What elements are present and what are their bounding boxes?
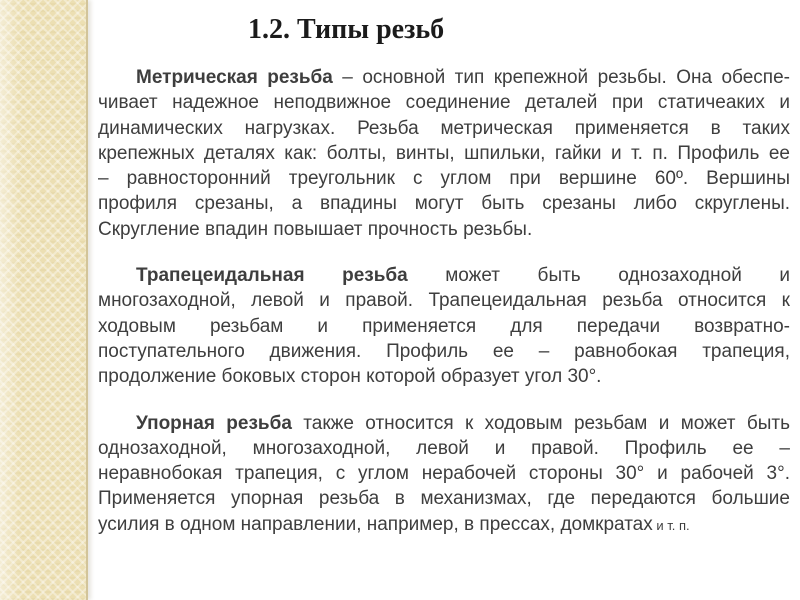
text-line	[98, 166, 790, 191]
text-segment: может быть однозаходной и	[407, 265, 790, 287]
text-segment: и т. п.	[652, 517, 690, 533]
text-segment: Скругление впадин повышает прочность резьбы.	[98, 218, 533, 240]
text-segment: ходовым резьбам и применяется для передачи возвратно-	[98, 315, 790, 337]
text-line	[98, 217, 790, 242]
text-line	[98, 263, 790, 288]
paragraph-lead-bold: Метрическая резьба	[136, 67, 333, 88]
text-line	[98, 411, 790, 436]
paragraph-buttress-thread	[98, 411, 790, 538]
text-segment: неравнобокая трапеция, с углом нерабочей стороны 30° и рабочей 3°.	[98, 463, 790, 485]
text-line	[98, 364, 790, 389]
text-line	[98, 461, 790, 486]
text-segment: также относится к ходовым резьбам и может быть	[291, 412, 791, 434]
text-segment: – равносторонний треугольник с углом при вершине 60º. Вершины	[98, 168, 790, 190]
left-border-stripe	[0, 0, 88, 600]
text-segment: чивает надежное неподвижное соединение деталей при статичеаких и	[98, 92, 790, 114]
text-segment: продолжение боковых сторон которой образует угол 30°.	[98, 366, 602, 388]
body-text	[98, 65, 790, 538]
text-segment: – основной тип крепежной резьбы. Она обеспе-	[332, 67, 790, 88]
text-segment: Применяется упорная резьба в механизмах, где передаются большие	[98, 488, 790, 510]
text-line	[98, 339, 790, 364]
slide-content	[90, 0, 800, 600]
text-line	[98, 288, 790, 313]
text-segment: усилия в одном направлении, например, в прессах, домкратах	[98, 513, 653, 535]
paragraph-metric-thread	[98, 65, 790, 242]
text-segment: профиля срезаны, а впадины могут быть срезаны либо скруглены.	[98, 193, 790, 215]
text-line	[98, 191, 790, 216]
text-line	[98, 141, 790, 166]
text-line	[98, 314, 790, 339]
slide-title: 1.2. Типы резьб	[248, 14, 445, 45]
text-line	[98, 90, 790, 115]
paragraph-lead-bold: Трапецеидальная резьба	[136, 265, 408, 287]
paragraph-lead-bold: Упорная резьба	[136, 412, 292, 434]
text-segment: крепежных деталях как: болты, винты, шпильки, гайки и т. п. Профиль ее	[98, 142, 790, 164]
text-line	[98, 65, 790, 90]
paragraph-trapezoidal-thread	[98, 263, 790, 389]
text-segment: динамических нагрузках. Резьба метрическая применяется в таких	[98, 117, 790, 139]
text-segment: поступательного движения. Профиль ее – равнобокая трапеция,	[98, 340, 790, 362]
text-line	[98, 436, 790, 461]
text-segment: многозаходной, левой и правой. Трапецеидальная резьба относится к	[98, 290, 790, 312]
text-line	[98, 116, 790, 141]
text-segment: однозаходной, многозаходной, левой и правой. Профиль ее –	[98, 437, 790, 459]
text-line	[98, 486, 790, 511]
text-line	[98, 512, 790, 538]
